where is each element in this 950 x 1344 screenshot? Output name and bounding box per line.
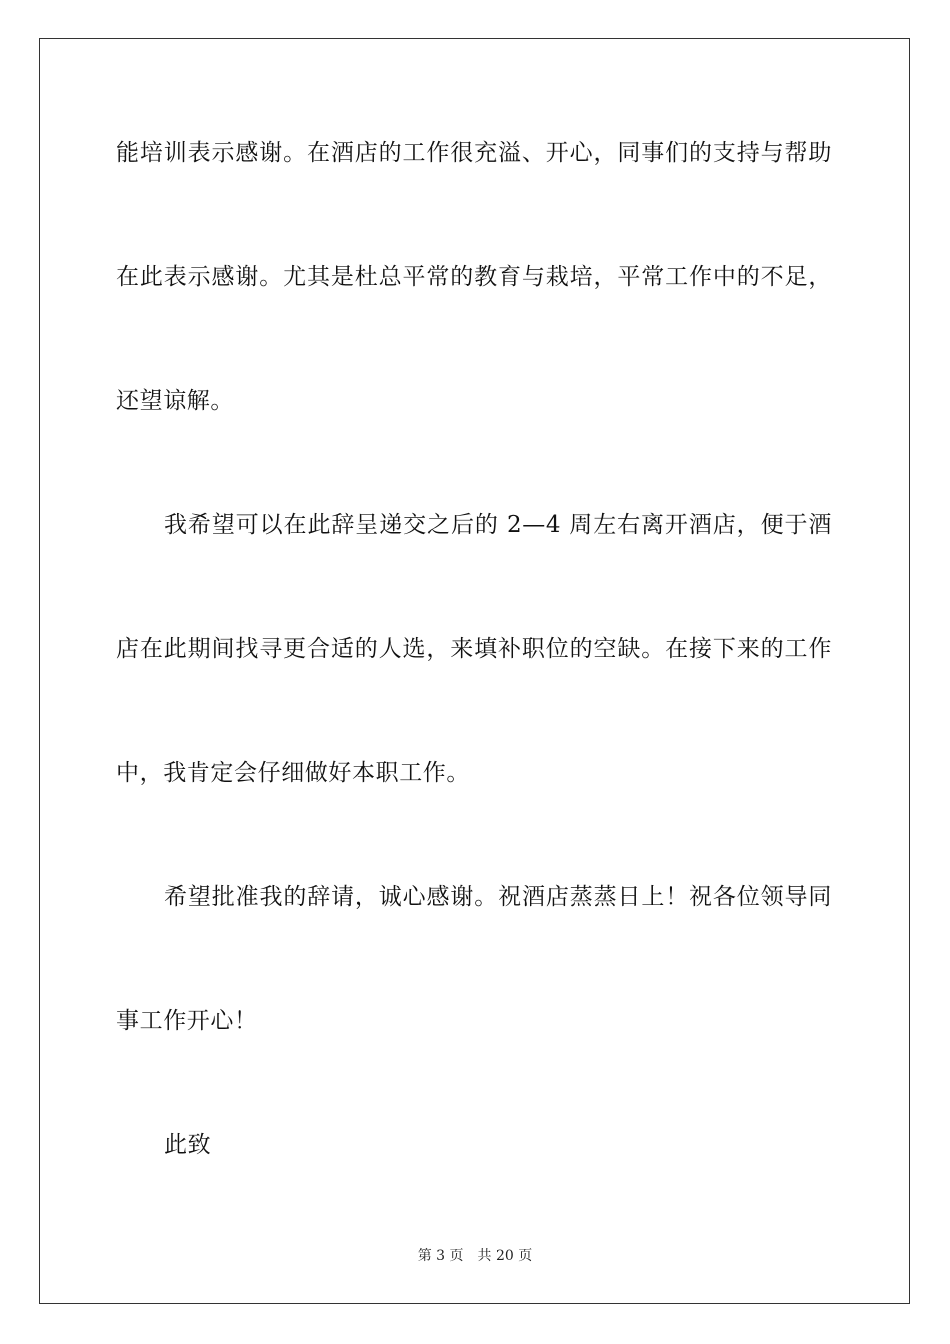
paragraph-line-7: 希望批准我的辞请，诚心感谢。祝酒店蒸蒸日上！祝各位领导同	[164, 884, 832, 910]
page-border	[39, 38, 910, 1304]
closing-salutation: 此致	[164, 1132, 212, 1158]
paragraph-line-2: 在此表示感谢。尤其是杜总平常的教育与栽培，平常工作中的不足，	[116, 264, 832, 290]
paragraph-line-5: 店在此期间找寻更合适的人选，来填补职位的空缺。在接下来的工作	[116, 636, 832, 662]
paragraph-line-3: 还望谅解。	[116, 388, 234, 414]
paragraph-line-4: 我希望可以在此辞呈递交之后的 2—4 周左右离开酒店，便于酒	[164, 512, 832, 538]
paragraph-line-6: 中，我肯定会仔细做好本职工作。	[116, 760, 470, 786]
page-footer	[0, 1246, 950, 1266]
paragraph-line-1: 能培训表示感谢。在酒店的工作很充溢、开心，同事们的支持与帮助	[116, 140, 832, 166]
page-total: 共 20 页	[477, 1248, 533, 1264]
page-number: 第 3 页	[417, 1248, 464, 1264]
paragraph-line-8: 事工作开心！	[116, 1008, 258, 1034]
